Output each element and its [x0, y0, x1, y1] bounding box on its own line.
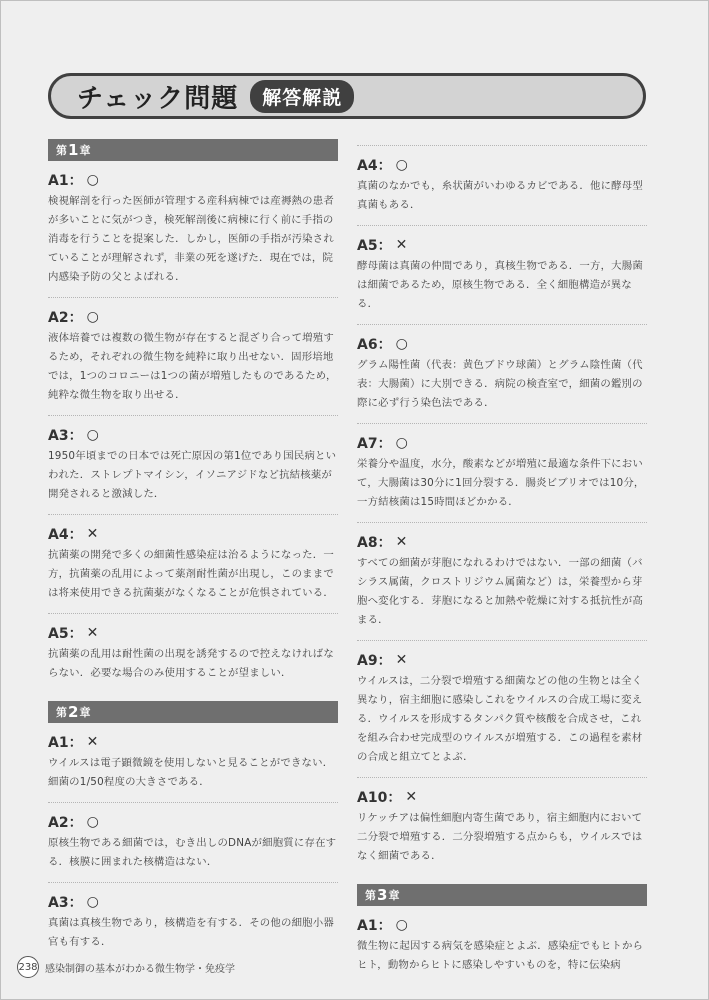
chapter-number: 1 [68, 141, 79, 159]
answer-label: A2： [48, 815, 83, 831]
answer-item [357, 226, 647, 325]
answer-label: A6： [357, 337, 392, 353]
answer-mark: ✕ [86, 526, 99, 542]
answer-mark: ✕ [395, 534, 408, 550]
answer-item [48, 298, 338, 416]
title-bar [48, 73, 646, 119]
page-number: 238 [17, 956, 39, 978]
answer-label: A10： [357, 790, 402, 806]
chapter-prefix: 第 [365, 889, 376, 902]
answer-item [48, 883, 338, 962]
answer-item [357, 146, 647, 226]
answer-label: A9： [357, 653, 392, 669]
book-title: 感染制御の基本がわかる微生物学・免疫学 [45, 963, 235, 975]
answer-text: 抗菌薬の開発で多くの細菌性感染症は治るようになった．一方，抗菌薬の乱用によって薬剤耐性菌が出現し，このままでは将来使用できる抗菌薬がなくなることが危惧されている． [48, 549, 334, 599]
answer-label: A2： [48, 310, 83, 326]
chapter-prefix: 第 [56, 706, 67, 719]
answer-label: A4： [48, 527, 83, 543]
chapter-suffix: 章 [79, 706, 91, 719]
left-column [48, 139, 338, 962]
chapter-number: 3 [377, 886, 388, 904]
answer-label: A8： [357, 535, 392, 551]
answer-label: A5： [48, 626, 83, 642]
answer-mark: ✕ [395, 237, 408, 253]
chapter-number: 2 [68, 703, 79, 721]
answer-text: グラム陽性菌（代表：黄色ブドウ球菌）とグラム陰性菌（代表：大腸菌）に大別できる．病院の検査室で，細菌の鑑別の際に必ず行う染色法である． [357, 359, 643, 409]
answer-text: 真菌のなかでも，糸状菌がいわゆるカビである．他に酵母型真菌もある． [357, 180, 643, 211]
answer-mark: ○ [86, 309, 99, 325]
answer-text: 液体培養では複数の微生物が存在すると混ざり合って増殖するため，それぞれの微生物を純粋に取り出せない．固形培地では，1つのコロニーは1つの菌が増殖したものであるため，純粋な微生物を取り出せる． [48, 332, 337, 401]
answer-text: ウイルスは電子顕微鏡を使用しないと見ることができない．細菌の1/50程度の大きさである． [48, 757, 334, 788]
chapter-1-list [48, 161, 338, 693]
answer-mark: ✕ [395, 652, 408, 668]
answer-mark: ○ [86, 172, 99, 188]
answer-text: 酵母菌は真菌の仲間であり，真核生物である．一方，大腸菌は細菌であるため，原核生物である．全く細胞構造が異なる． [357, 260, 643, 310]
answer-item [357, 325, 647, 424]
answer-item [48, 803, 338, 883]
answer-label: A1： [48, 735, 83, 751]
answer-item [357, 641, 647, 778]
footer [17, 956, 235, 978]
answer-item [48, 614, 338, 693]
answer-mark: ○ [86, 814, 99, 830]
right-column [357, 139, 647, 985]
answer-text: 1950年頃までの日本では死亡原因の第1位であり国民病といわれた．ストレプトマイシン，イソニアジドなど抗結核薬が開発されると激減した． [48, 450, 337, 500]
answer-text: リケッチアは偏性細胞内寄生菌であり，宿主細胞内において二分裂で増殖する．二分裂増殖する点からも，ウイルスではなく細菌である． [357, 812, 643, 862]
chapter-3-header [357, 884, 647, 906]
answer-label: A3： [48, 428, 83, 444]
answer-text: すべての細菌が芽胞になれるわけではない．一部の細菌（バシラス属菌，クロストリジウム属菌など）は，栄養型から芽胞へ変化する．芽胞になると加熱や乾燥に対する抵抗性が高まる． [357, 557, 643, 626]
answer-text: 真菌は真核生物であり，核構造を有する．その他の細胞小器官も有する． [48, 917, 334, 948]
chapter-2-continued-list [357, 145, 647, 876]
answer-badge: 解答解説 [250, 80, 354, 113]
answer-item [48, 723, 338, 803]
answer-mark: ○ [86, 894, 99, 910]
chapter-2-header [48, 701, 338, 723]
answer-text: 原核生物である細菌では，むき出しのDNAが細胞質に存在する．核膜に囲まれた核構造はない． [48, 837, 337, 868]
answer-mark: ✕ [405, 789, 418, 805]
answer-text: ウイルスは，二分裂で増殖する細菌などの他の生物とは全く異なり，宿主細胞に感染しこれをウイルスの合成工場に変える．ウイルスを形成するタンパク質や核酸を合成させ，これを組み合わせ完成型のウイルスが増殖する．この過程を素材の合成と組立てとよぶ． [357, 675, 643, 763]
answer-mark: ✕ [86, 625, 99, 641]
answer-label: A4： [357, 158, 392, 174]
answer-mark: ○ [395, 435, 408, 451]
answer-mark: ○ [395, 336, 408, 352]
chapter-suffix: 章 [388, 889, 400, 902]
chapter-2-list [48, 723, 338, 962]
answer-label: A1： [357, 918, 392, 934]
answer-text: 検視解剖を行った医師が管理する産科病棟では産褥熱の患者が多いことに気がつき，検死解剖後に病棟に行く前に手指の消毒を行うことを提案した．しかし，医師の手指が汚染されていることが理解されず，非業の死を遂げた．現在では，院内感染予防の父とよばれる． [48, 195, 334, 283]
answer-mark: ○ [395, 917, 408, 933]
answer-mark: ○ [395, 157, 408, 173]
page-title: チェック問題 [77, 83, 239, 114]
answer-item [357, 778, 647, 876]
answer-text: 栄養分や温度，水分，酸素などが増殖に最適な条件下において，大腸菌は30分に1回分裂する．腸炎ビブリオでは10分，一方結核菌は15時間ほどかかる． [357, 458, 645, 508]
answer-item [357, 523, 647, 641]
answer-label: A1： [48, 173, 83, 189]
chapter-suffix: 章 [79, 144, 91, 157]
answer-item [48, 161, 338, 298]
chapter-prefix: 第 [56, 144, 67, 157]
answer-item [357, 906, 647, 985]
answer-label: A7： [357, 436, 392, 452]
chapter-3-list [357, 906, 647, 985]
answer-item [48, 416, 338, 515]
answer-mark: ✕ [86, 734, 99, 750]
answer-item [48, 515, 338, 614]
answer-label: A3： [48, 895, 83, 911]
answer-text: 抗菌薬の乱用は耐性菌の出現を誘発するので控えなければならない．必要な場合のみ使用することが望ましい． [48, 648, 334, 679]
answer-item [357, 424, 647, 523]
chapter-1-header [48, 139, 338, 161]
answer-text: 微生物に起因する病気を感染症とよぶ．感染症でもヒトからヒト，動物からヒトに感染しやすいものを，特に伝染病 [357, 940, 644, 971]
answer-label: A5： [357, 238, 392, 254]
answer-mark: ○ [86, 427, 99, 443]
